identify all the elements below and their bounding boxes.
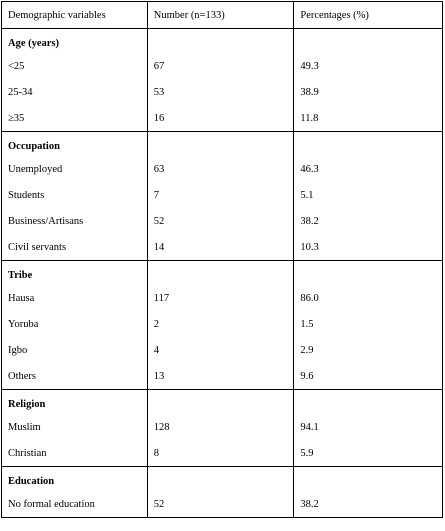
- cell-number: 4: [147, 337, 294, 363]
- section-empty-cell: [147, 467, 294, 492]
- cell-number: 8: [147, 440, 294, 467]
- cell-variable: No formal education: [2, 491, 148, 518]
- demographics-table: [1, 1, 443, 518]
- cell-number: 128: [147, 414, 294, 440]
- section-header-row: [2, 29, 443, 54]
- table-row: [2, 285, 443, 311]
- cell-variable: Students: [2, 182, 148, 208]
- cell-number: 13: [147, 363, 294, 390]
- cell-variable: Hausa: [2, 285, 148, 311]
- cell-percentage: 38.9: [294, 79, 443, 105]
- table-row: [2, 414, 443, 440]
- table-row: [2, 156, 443, 182]
- section-empty-cell: [294, 261, 443, 286]
- section-empty-cell: [147, 29, 294, 54]
- cell-percentage: 38.2: [294, 491, 443, 518]
- table-row: [2, 234, 443, 261]
- section-empty-cell: [294, 29, 443, 54]
- cell-variable: Yoruba: [2, 311, 148, 337]
- table-row: [2, 182, 443, 208]
- cell-percentage: 2.9: [294, 337, 443, 363]
- section-empty-cell: [147, 390, 294, 415]
- cell-percentage: 38.2: [294, 208, 443, 234]
- section-empty-cell: [294, 467, 443, 492]
- cell-variable: Muslim: [2, 414, 148, 440]
- cell-number: 2: [147, 311, 294, 337]
- section-header-row: [2, 467, 443, 492]
- cell-variable: Christian: [2, 440, 148, 467]
- table-row: [2, 311, 443, 337]
- cell-number: 7: [147, 182, 294, 208]
- cell-number: 14: [147, 234, 294, 261]
- cell-percentage: 11.8: [294, 105, 443, 132]
- header-percentage: Percentages (%): [294, 2, 443, 29]
- table-row: [2, 363, 443, 390]
- cell-number: 52: [147, 208, 294, 234]
- cell-variable: <25: [2, 53, 148, 79]
- cell-number: 67: [147, 53, 294, 79]
- section-title: Religion: [2, 390, 148, 415]
- cell-number: 16: [147, 105, 294, 132]
- cell-variable: Igbo: [2, 337, 148, 363]
- cell-variable: ≥35: [2, 105, 148, 132]
- cell-variable: 25-34: [2, 79, 148, 105]
- table-row: [2, 337, 443, 363]
- section-empty-cell: [147, 132, 294, 157]
- table-row: [2, 440, 443, 467]
- header-row: [2, 2, 443, 29]
- cell-percentage: 10.3: [294, 234, 443, 261]
- table-row: [2, 53, 443, 79]
- cell-number: 52: [147, 491, 294, 518]
- cell-percentage: 49.3: [294, 53, 443, 79]
- section-empty-cell: [294, 132, 443, 157]
- cell-number: 117: [147, 285, 294, 311]
- cell-percentage: 1.5: [294, 311, 443, 337]
- cell-percentage: 86.0: [294, 285, 443, 311]
- header-variable: Demographic variables: [2, 2, 148, 29]
- table-row: [2, 208, 443, 234]
- cell-percentage: 5.9: [294, 440, 443, 467]
- table-row: [2, 491, 443, 518]
- section-header-row: [2, 390, 443, 415]
- cell-percentage: 94.1: [294, 414, 443, 440]
- section-title: Occupation: [2, 132, 148, 157]
- section-title: Education: [2, 467, 148, 492]
- header-number: Number (n=133): [147, 2, 294, 29]
- cell-variable: Business/Artisans: [2, 208, 148, 234]
- section-title: Age (years): [2, 29, 148, 54]
- cell-number: 63: [147, 156, 294, 182]
- cell-variable: Unemployed: [2, 156, 148, 182]
- cell-percentage: 46.3: [294, 156, 443, 182]
- cell-number: 53: [147, 79, 294, 105]
- cell-variable: Civil servants: [2, 234, 148, 261]
- section-empty-cell: [147, 261, 294, 286]
- cell-variable: Others: [2, 363, 148, 390]
- section-header-row: [2, 132, 443, 157]
- section-empty-cell: [294, 390, 443, 415]
- section-header-row: [2, 261, 443, 286]
- section-title: Tribe: [2, 261, 148, 286]
- cell-percentage: 9.6: [294, 363, 443, 390]
- table-row: [2, 105, 443, 132]
- table-row: [2, 79, 443, 105]
- cell-percentage: 5.1: [294, 182, 443, 208]
